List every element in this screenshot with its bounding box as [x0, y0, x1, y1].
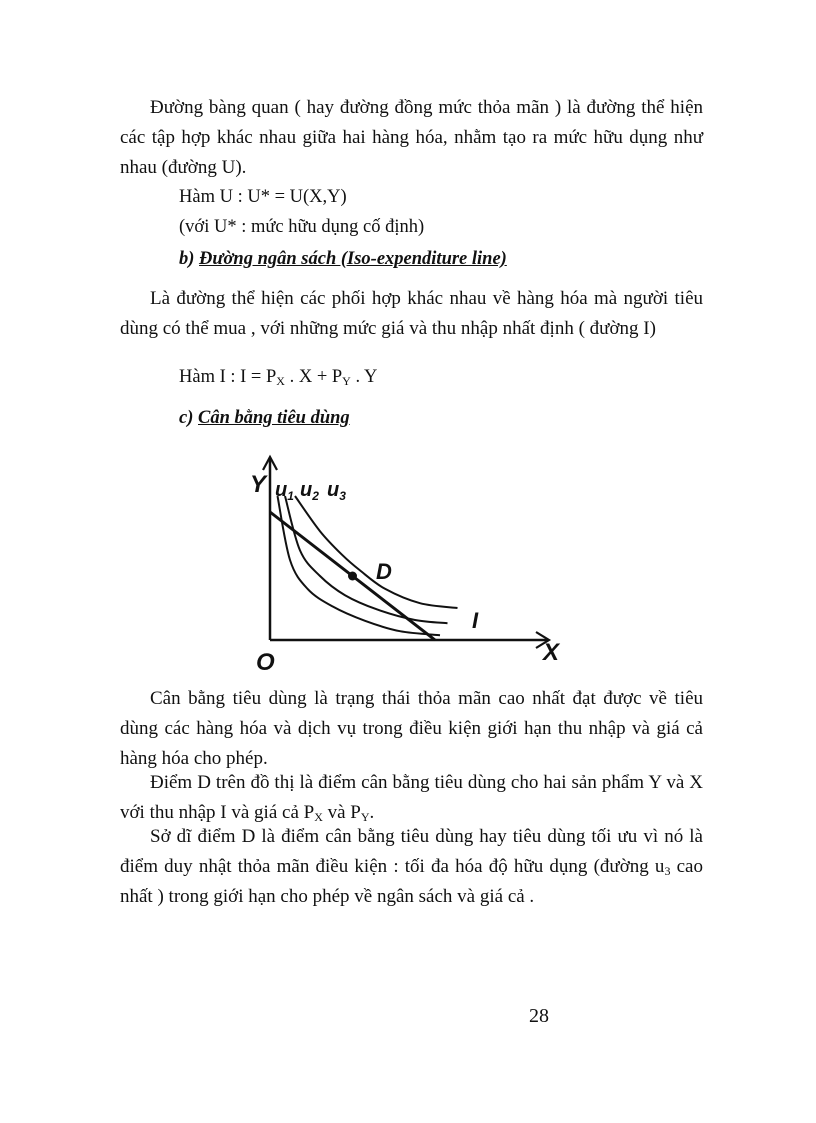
p3-lead: Sở dĩ điểm D là điểm cân bằng tiêu dùng hay tiêu dùng tối ưu vì nó là điểm duy nhật thỏa mãn điều kiện : tối đa hóa độ hữu dụng (đường u: [120, 826, 703, 877]
point-d-label: D: [376, 559, 392, 584]
y-axis-label: Y: [250, 471, 267, 498]
body-paragraph-3: [120, 822, 703, 912]
curve-label-u3: $u_3$: [327, 479, 346, 503]
budget-formula-mid: . X + P: [284, 367, 343, 387]
body-paragraph-2: [120, 768, 703, 828]
page-number: 28: [529, 1005, 549, 1027]
p2-tail: .: [369, 802, 375, 823]
section-c-prefix: c): [179, 408, 198, 428]
budget-formula-sub-y: Y: [342, 374, 351, 388]
p2-mid: và P: [322, 802, 361, 823]
section-c-title: Cân bằng tiêu dùng: [198, 408, 350, 428]
budget-formula-tail: . Y: [350, 367, 378, 387]
section-b-prefix: b): [179, 249, 200, 269]
budget-formula: [179, 362, 377, 392]
intro-paragraph: Đường bàng quan ( hay đường đồng mức thỏa mãn ) là đường thể hiện các tập hợp khác nhau giữa hai hàng hóa, nhằm tạo ra mức hữu dụng như nhau (đường U).: [120, 97, 703, 178]
origin-label: O: [256, 649, 275, 676]
series-u1: [278, 496, 441, 635]
section-c-heading: [179, 403, 350, 433]
section-b-title: Đường ngân sách (Iso-expenditure line): [199, 249, 507, 269]
utility-formula: Hàm U : U* = U(X,Y): [179, 187, 347, 207]
chart-svg: [240, 450, 580, 690]
section-b-heading: [179, 244, 507, 274]
p3-sub: 3: [664, 864, 671, 878]
x-axis-label: X: [543, 639, 560, 666]
p2-sub-y: Y: [360, 810, 370, 824]
p3-tail: cao nhất ) trong giới hạn cho phép về ngân sách và giá cả .: [120, 856, 703, 907]
budget-formula-lead: Hàm I : I = P: [179, 367, 277, 387]
utility-note: (với U* : mức hữu dụng cố định): [179, 217, 425, 237]
body-paragraph-1: Cân bằng tiêu dùng là trạng thái thỏa mãn cao nhất đạt được về tiêu dùng các hàng hóa và dịch vụ trong điều kiện giới hạn thu nhập và giá cả hàng hóa cho phép.: [120, 688, 703, 769]
p2-sub-x: X: [314, 810, 323, 824]
budget-line-label: I: [472, 608, 479, 633]
equilibrium-point: [348, 572, 357, 581]
p2-lead: Điểm D trên đồ thị là điểm cân bằng tiêu dùng cho hai sản phẩm Y và X với thu nhập I và giá cả P: [120, 772, 703, 823]
section-b-paragraph: Là đường thể hiện các phối hợp khác nhau về hàng hóa mà người tiêu dùng có thể mua , với những mức giá và thu nhập nhất định ( đường I): [120, 288, 703, 339]
curve-label-u2: $u_2$: [300, 479, 319, 503]
curve-label-u1: $u_1$: [275, 479, 294, 503]
budget-formula-sub-x: X: [276, 374, 285, 388]
equilibrium-chart: [240, 450, 580, 690]
